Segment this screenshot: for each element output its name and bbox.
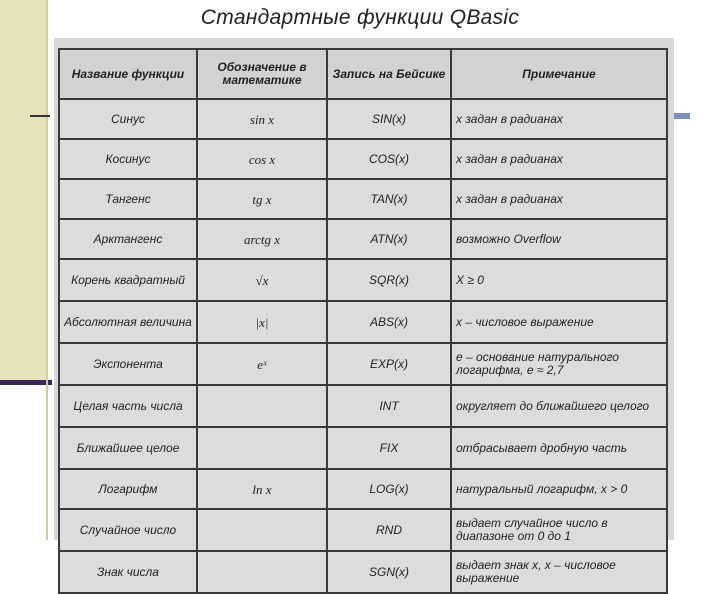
cell-note: натуральный логарифм, x > 0: [451, 469, 667, 509]
header-note: Примечание: [451, 49, 667, 99]
decorative-dash-left: [30, 115, 50, 117]
cell-note: округляет до ближайшего целого: [451, 385, 667, 427]
cell-note: выдает знак x, x – числовое выражение: [451, 551, 667, 593]
cell-name: Логарифм: [59, 469, 197, 509]
cell-math: √x: [197, 259, 327, 301]
table-row: [59, 301, 667, 343]
cell-basic: COS(x): [327, 139, 451, 179]
cell-math: eˣ: [197, 343, 327, 385]
cell-math: cos x: [197, 139, 327, 179]
cell-note: выдает случайное число в диапазоне от 0 до 1: [451, 509, 667, 551]
table-row: [59, 139, 667, 179]
table-row: [59, 551, 667, 593]
cell-name: Корень квадратный: [59, 259, 197, 301]
cell-math: sin x: [197, 99, 327, 139]
table-row: [59, 179, 667, 219]
cell-basic: SIN(x): [327, 99, 451, 139]
cell-name: Ближайшее целое: [59, 427, 197, 469]
cell-basic: SGN(x): [327, 551, 451, 593]
table-header-row: [59, 49, 667, 99]
cell-name: Арктангенс: [59, 219, 197, 259]
table-row: [59, 219, 667, 259]
cell-note: x задан в радианах: [451, 99, 667, 139]
cell-basic: LOG(x): [327, 469, 451, 509]
cell-basic: FIX: [327, 427, 451, 469]
header-basic: Запись на Бейсике: [327, 49, 451, 99]
cell-note: возможно Overflow: [451, 219, 667, 259]
cell-note: x задан в радианах: [451, 179, 667, 219]
cell-math: [197, 551, 327, 593]
table-row: [59, 385, 667, 427]
cell-name: Экспонента: [59, 343, 197, 385]
cell-basic: ATN(x): [327, 219, 451, 259]
cell-math: tg x: [197, 179, 327, 219]
decorative-dash-right: [674, 113, 690, 119]
cell-math: [197, 385, 327, 427]
cell-name: Абсолютная величина: [59, 301, 197, 343]
cell-name: Знак числа: [59, 551, 197, 593]
table-row: [59, 509, 667, 551]
slide-sidebar: [0, 0, 48, 385]
cell-name: Целая часть числа: [59, 385, 197, 427]
cell-basic: TAN(x): [327, 179, 451, 219]
cell-basic: INT: [327, 385, 451, 427]
header-name: Название функции: [59, 49, 197, 99]
table-row: [59, 427, 667, 469]
cell-note: x задан в радианах: [451, 139, 667, 179]
cell-name: Тангенс: [59, 179, 197, 219]
divider-line: [46, 0, 48, 540]
cell-name: Синус: [59, 99, 197, 139]
functions-table: [58, 48, 668, 594]
cell-name: Случайное число: [59, 509, 197, 551]
sidebar-rule: [0, 380, 52, 385]
cell-basic: SQR(x): [327, 259, 451, 301]
cell-name: Косинус: [59, 139, 197, 179]
cell-basic: EXP(x): [327, 343, 451, 385]
cell-math: ln x: [197, 469, 327, 509]
cell-math: |x|: [197, 301, 327, 343]
cell-basic: RND: [327, 509, 451, 551]
cell-math: arctg x: [197, 219, 327, 259]
table-row: [59, 99, 667, 139]
cell-note: x – числовое выражение: [451, 301, 667, 343]
cell-note: отбрасывает дробную часть: [451, 427, 667, 469]
cell-basic: ABS(x): [327, 301, 451, 343]
table-row: [59, 259, 667, 301]
table-row: [59, 343, 667, 385]
header-math: Обозначение в математике: [197, 49, 327, 99]
cell-note: X ≥ 0: [451, 259, 667, 301]
cell-math: [197, 509, 327, 551]
table-row: [59, 469, 667, 509]
cell-math: [197, 427, 327, 469]
cell-note: e – основание натурального логарифма, e ≈ 2,7: [451, 343, 667, 385]
slide-title: Стандартные функции QBasic: [200, 6, 520, 29]
